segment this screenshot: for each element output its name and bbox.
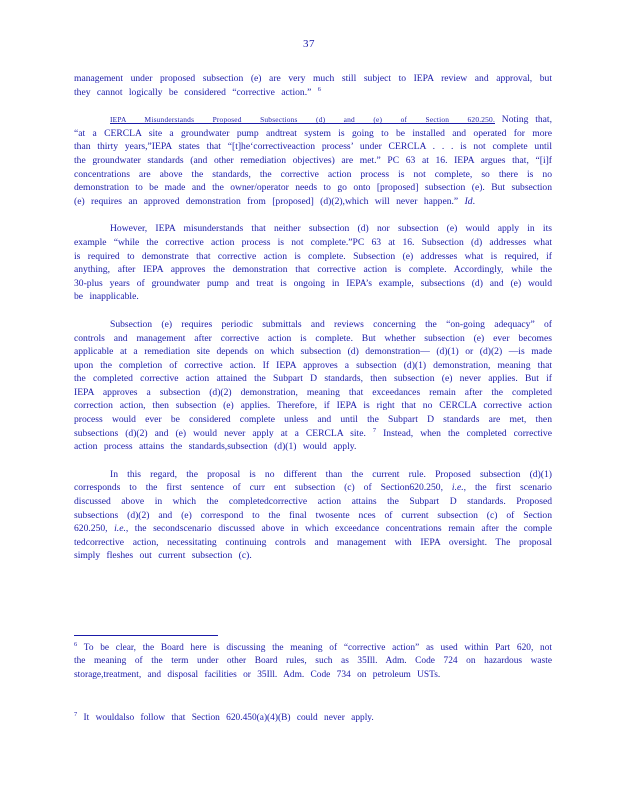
footnote-7-text: It wouldalso follow that Section 620.450(a)(4)(B) could never apply. [83, 713, 374, 723]
paragraph-5-text-a: In this regard, the proposal is no different than the current rule. Proposed subsection (d)(1) corresponds to the first sentence of curr ent subsection (c) of Section620.250, [74, 468, 552, 494]
paragraph-2-end: . [472, 195, 475, 207]
paragraph-5-text-b: , the first scenario discussed above in which the completedcorrective action attains the Subpart D standards. Proposed subsections (d)(2) and (e) correspond to the final twosente nces of current subsection (c) of Section 620.250, [74, 482, 552, 535]
paragraph-5 [74, 468, 552, 563]
footnote-ref-7[interactable]: 7 [372, 426, 377, 434]
footnote-ref-6[interactable]: 6 [317, 85, 321, 93]
footnote-6-number: 6 [74, 640, 78, 648]
footnote-7-number: 7 [74, 710, 78, 718]
footnote-divider [74, 635, 218, 636]
paragraph-5-text-c: , the secondscenario discussed above in which exceedance concentrations remain after the comple tedcorrective action, necessitating continuing controls and management with IEPA oversight. The proposal simply fleshes out current subsection (c). [74, 523, 552, 562]
section-heading: IEPA Misunderstands Proposed Subsections (d) and (e) of Section 620.250. [110, 115, 495, 125]
ie-abbrev-1: i.e. [451, 482, 464, 494]
footnote-7 [74, 712, 552, 725]
paragraph-4 [74, 318, 552, 454]
paragraph-2-text: Noting that, “at a CERCLA site a groundwater pump andtreat system is going to be installed and operated for more than thirty years,”IEPA states that “[t]he‘correctiveaction process’ under CERCLA . . . is not complete until the groundwater standards (and other remediation objectives) are met.” PC 63 at 16. IEPA argues that, “[i]f concentrations are above the standards, the corrective action process is not complete, so there is no demonstration to be made and the owner/operator needs to go onto [proposed] subsection (e). But subsection (e) requires an approved demonstration from [proposed] (d)(2),which will never happen.” [74, 114, 552, 207]
citation-id: Id [464, 195, 473, 207]
page-number: 37 [303, 38, 315, 50]
paragraph-3: However, IEPA misunderstands that neither subsection (d) nor subsection (e) would apply in its example “while the corrective action process is not complete.”PC 63 at 16. Subsection (d) addresses what is required to demonstrate that corrective action is complete. Subsection (e) addresses what is required, if anything, after IEPA approves the demonstration that corrective action is complete. Accordingly, while the 30-plus years of groundwater pump and treat is ongoing in IEPA’s example, subsections (d) and (e) would be inapplicable. [74, 223, 552, 303]
footnote-6-text: To be clear, the Board here is discussing the meaning of “corrective action” as used within Part 620, not the meaning of the term under other Board rules, such as 35Ill. Adm. Code 724 on hazardous waste storage,treatment, and disposal facilities or 35Ill. Adm. Code 734 on petroleum USTs. [74, 643, 552, 680]
paragraph-1 [74, 72, 552, 99]
footnote-6 [74, 642, 552, 682]
paragraph-4-tail: Instead, when the completed corrective action process attains the standards,subsection (d)(1) would apply. [74, 427, 552, 453]
paragraph-2 [74, 113, 552, 208]
body-text [74, 72, 552, 577]
paragraph-1-text: management under proposed subsection (e) are very much still subject to IEPA review and approval, but they cannot logically be considered “corrective action.” [74, 73, 552, 98]
ie-abbrev-2: i.e. [114, 523, 126, 535]
paragraph-4-text: Subsection (e) requires periodic submittals and reviews concerning the “on-going adequacy” of controls and management after corrective action is complete. But whether subsection (e) ever becomes applicable at a remediation site depends on which subsection (d) demonstration— (d)(1) or (d)(2) —is made upon the completion of corrective action. If IEPA approves a subsection (d)(1) demonstration, meaning that the completed corrective action attained the Subpart D standards, then subsection (e) never applies. But if IEPA approves a subsection (d)(2) demonstration, meaning that exceedances remain after the completed correction action, then subsection (e) applies. Therefore, if IEPA is right that no CERCLA corrective action process would ever be considered complete unless and until the Subpart D standards are met, then subsections (d)(2) and (e) would never apply at a CERCLA site. [74, 318, 552, 439]
